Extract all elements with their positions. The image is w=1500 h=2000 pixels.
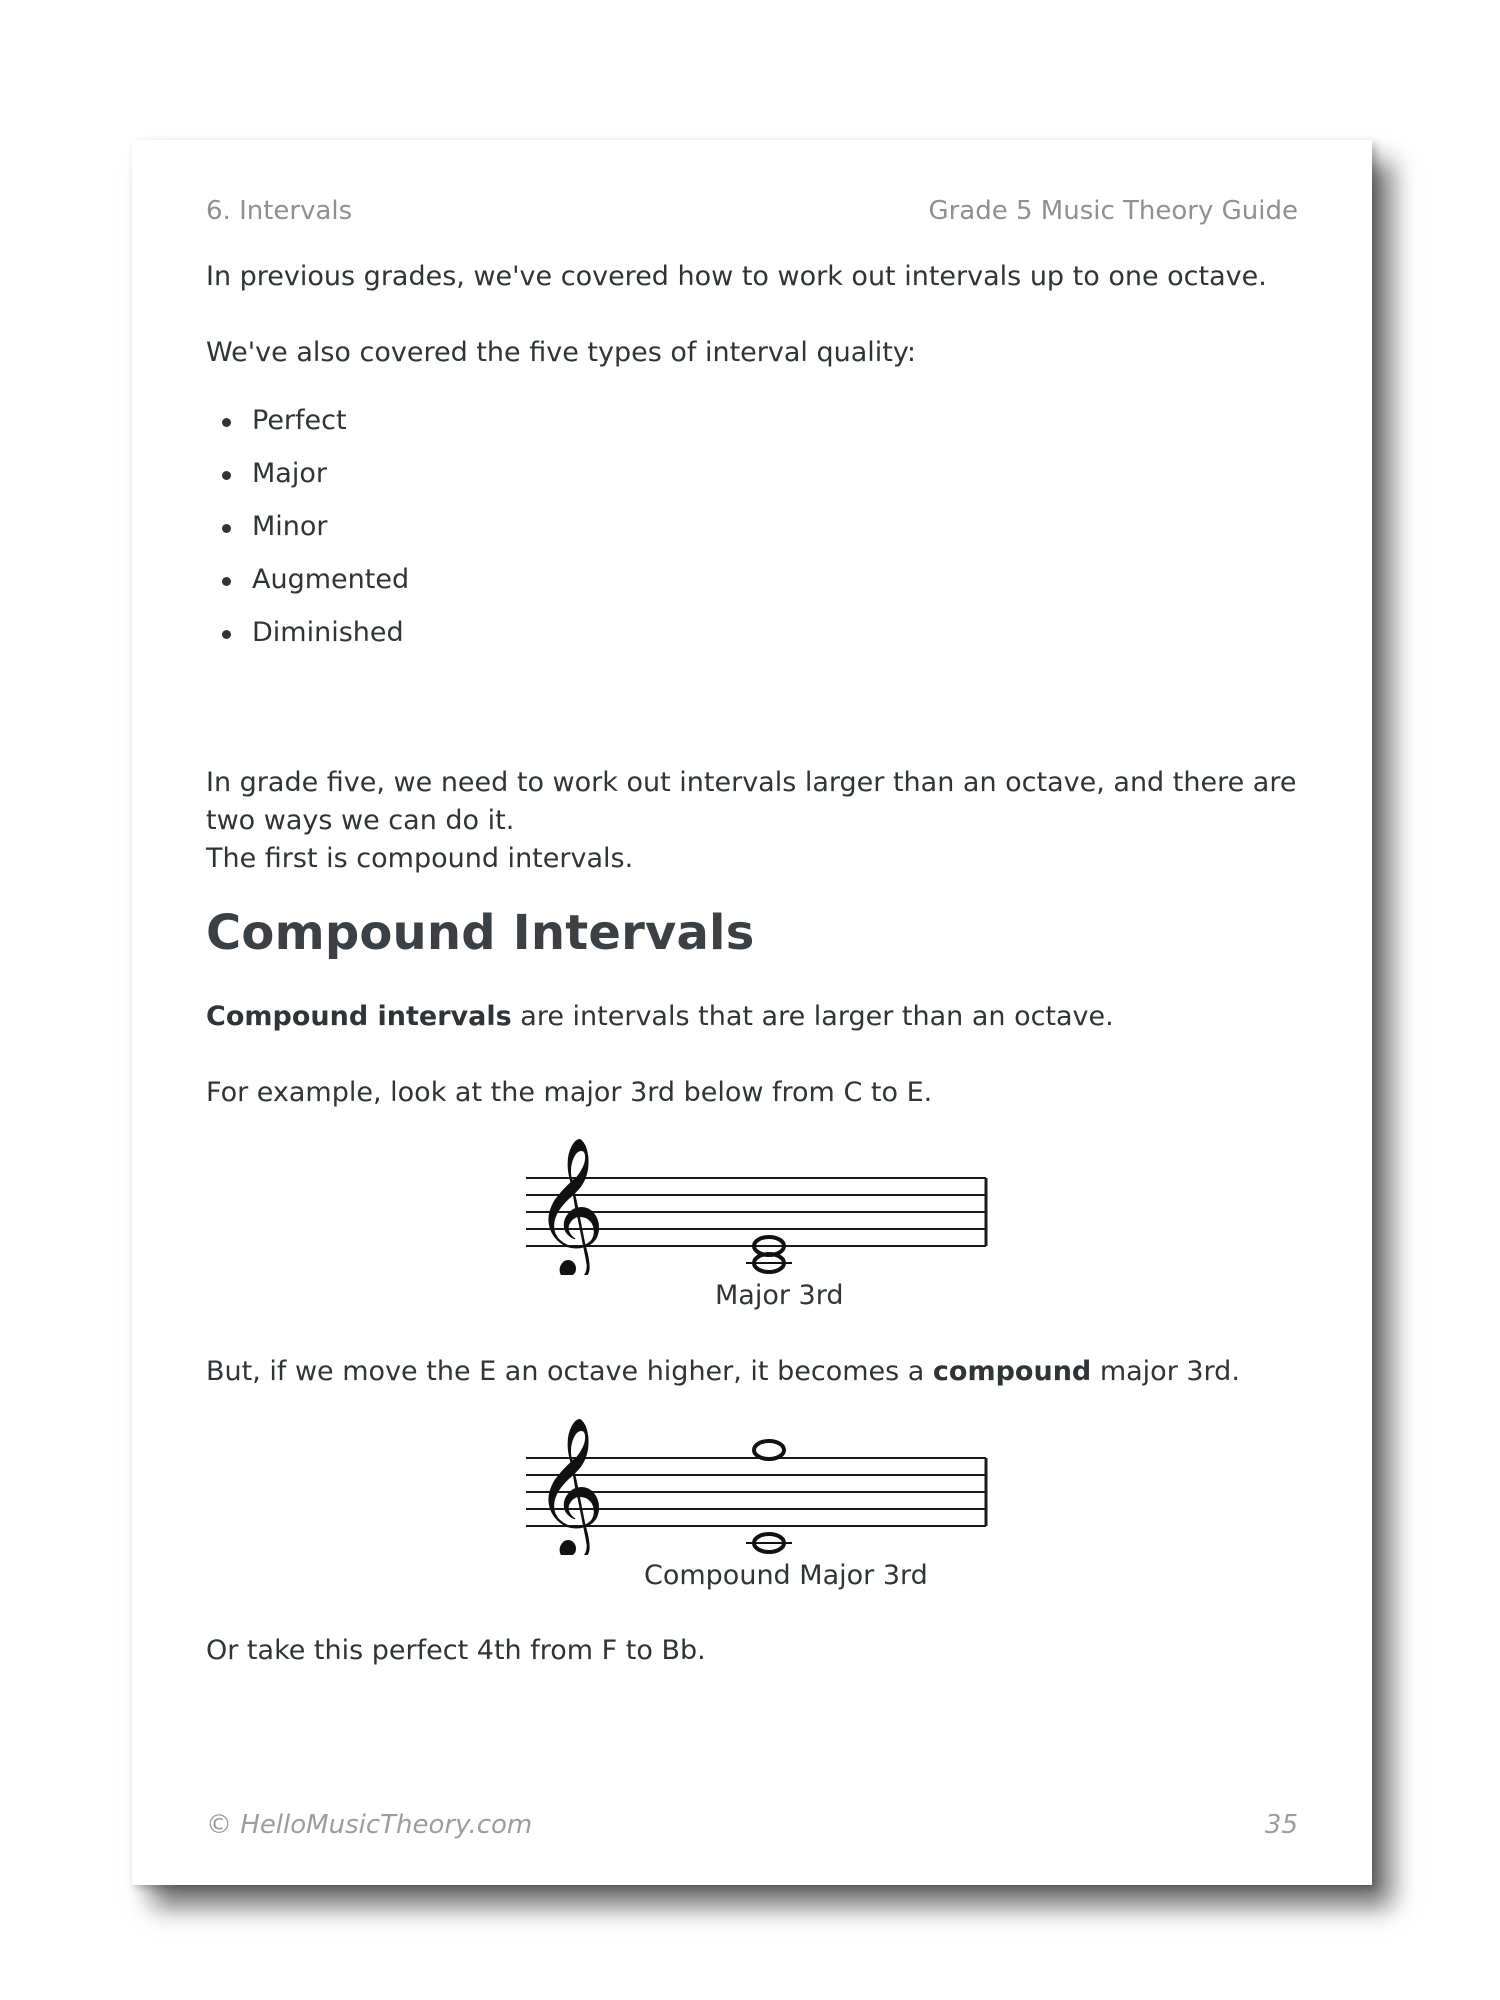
list-item xyxy=(206,455,409,508)
list-item-label: Minor xyxy=(252,511,328,542)
intro-paragraph-2: We've also covered the five types of interval quality: xyxy=(206,337,916,368)
intro-paragraph-4: The first is compound intervals. xyxy=(206,843,634,874)
example-intro-paragraph: For example, look at the major 3rd below from C to E. xyxy=(206,1077,933,1108)
intro-paragraph-3: In grade five, we need to work out intervals larger than an octave, and there are two ways we can do it. xyxy=(206,767,1297,836)
definition-text: are intervals that are larger than an octave. xyxy=(511,1001,1114,1032)
section-heading: Compound Intervals xyxy=(206,905,755,961)
staff-example-major-3rd xyxy=(524,1135,1024,1275)
whole-note-icon xyxy=(746,1534,792,1552)
bullet-icon xyxy=(222,524,231,533)
treble-clef-icon xyxy=(534,1137,605,1275)
bullet-icon xyxy=(222,630,231,639)
staff-notation xyxy=(524,1135,1024,1275)
chapter-label: 6. Intervals xyxy=(206,196,353,226)
staff-example-compound-major-3rd xyxy=(524,1415,1024,1555)
list-item xyxy=(206,561,409,614)
bullet-icon xyxy=(222,418,231,427)
explanation-text-after: major 3rd. xyxy=(1091,1356,1240,1387)
document-page xyxy=(132,140,1372,1885)
list-item-label: Augmented xyxy=(252,564,410,595)
staff-notation xyxy=(524,1415,1024,1555)
whole-note-icon xyxy=(754,1441,784,1459)
svg-text:𝄞: 𝄞 xyxy=(534,1417,605,1555)
list-item xyxy=(206,614,409,667)
list-item xyxy=(206,508,409,561)
page-number: 35 xyxy=(1264,1810,1298,1840)
definition-term: Compound intervals xyxy=(206,1001,512,1032)
list-item xyxy=(206,402,409,455)
book-title: Grade 5 Music Theory Guide xyxy=(928,196,1298,226)
treble-clef-icon xyxy=(534,1417,605,1555)
bullet-icon xyxy=(222,471,231,480)
example-2-caption: Compound Major 3rd xyxy=(644,1560,928,1591)
copyright-footer: © HelloMusicTheory.com xyxy=(206,1810,533,1840)
explanation-bold: compound xyxy=(932,1356,1092,1387)
interval-quality-list xyxy=(206,402,409,667)
explanation-text-before: But, if we move the E an octave higher, it becomes a xyxy=(206,1356,933,1387)
example-1-caption: Major 3rd xyxy=(715,1280,844,1311)
definition-paragraph xyxy=(206,998,1306,1036)
list-item-label: Diminished xyxy=(252,617,404,648)
svg-text:𝄞: 𝄞 xyxy=(534,1137,605,1275)
intro-paragraph-1: In previous grades, we've covered how to work out intervals up to one octave. xyxy=(206,261,1267,292)
list-item-label: Major xyxy=(252,458,327,489)
list-item-label: Perfect xyxy=(252,405,347,436)
compound-explanation-paragraph xyxy=(206,1353,1306,1391)
next-example-paragraph: Or take this perfect 4th from F to Bb. xyxy=(206,1635,706,1666)
bullet-icon xyxy=(222,577,231,586)
